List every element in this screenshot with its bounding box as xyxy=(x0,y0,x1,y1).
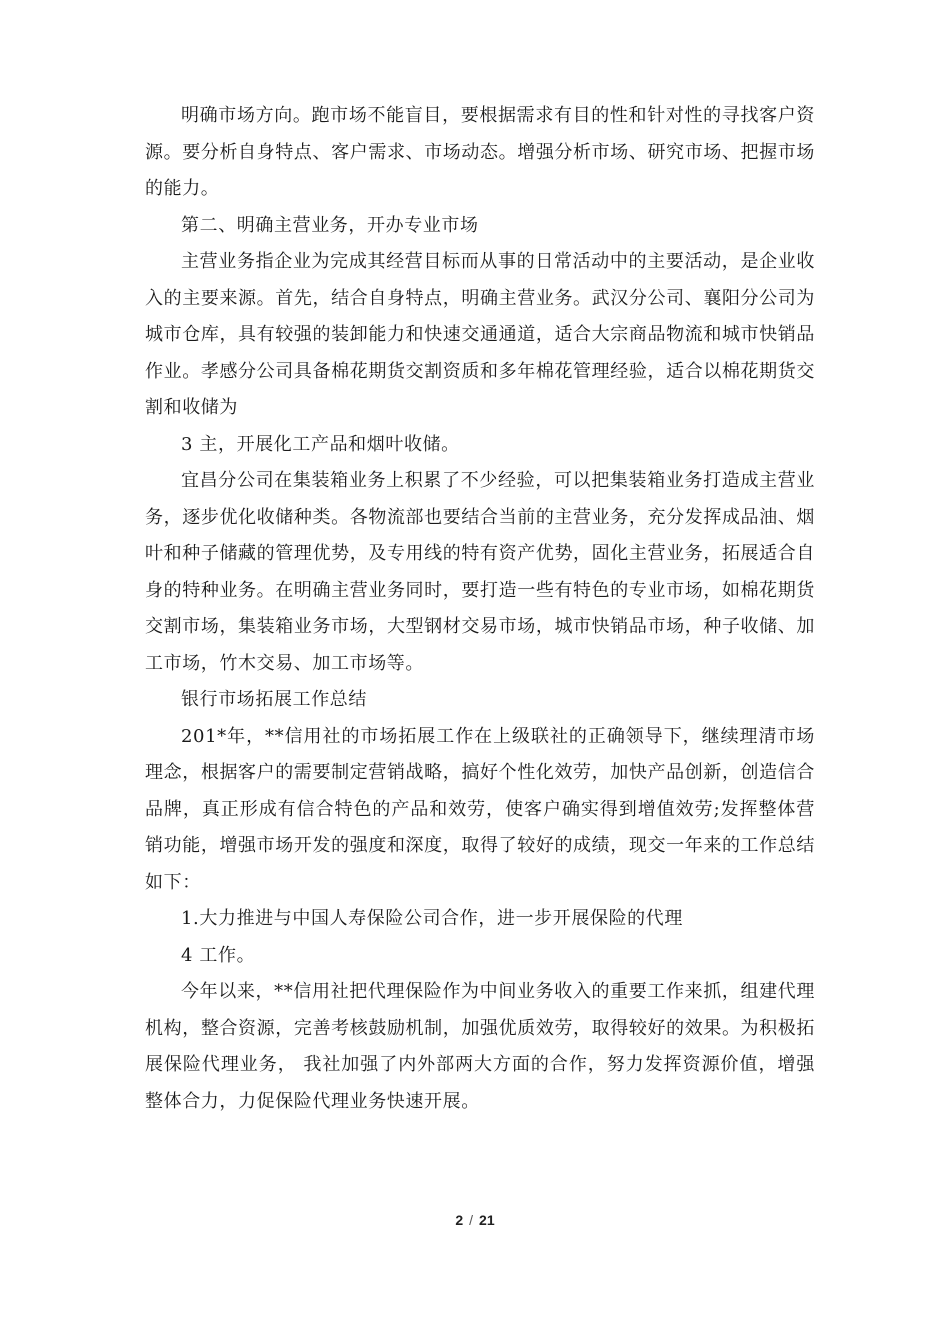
body-paragraph-1: 明确市场方向。跑市场不能盲目，要根据需求有目的性和针对性的寻找客户资源。要分析自身特点、客户需求、市场动态。增强分析市场、研究市场、把握市场的能力。 xyxy=(145,105,815,199)
body-paragraph-4: 宜昌分公司在集装箱业务上积累了不少经验，可以把集装箱业务打造成主营业务，逐步优化收储种类。各物流部也要结合当前的主营业务，充分发挥成品油、烟叶和种子储藏的管理优势，及专用线的特有资产优势，固化主营业务，拓展适合自身的特种业务。在明确主营业务同时，要打造一些有特色的专业市场，如棉花期货交割市场，集装箱业务市场，大型钢材交易市场，城市快销品市场，种子收储、加工市场，竹木交易、加工市场等。 xyxy=(145,470,815,674)
section-heading-bank-summary: 银行市场拓展工作总结 xyxy=(181,689,367,710)
section-heading-main-business: 第二、明确主营业务，开办专业市场 xyxy=(181,214,479,236)
list-item-1: 1.大力推进与中国人寿保险公司合作，进一步开展保险的代理 xyxy=(181,908,683,929)
current-page-number: 2 xyxy=(455,1212,464,1228)
body-paragraph-2: 主营业务指企业为完成其经营目标而从事的日常活动中的主要活动，是企业收入的主要来源。首先，结合自身特点，明确主营业务。武汉分公司、襄阳分公司为城市仓库，具有较强的装卸能力和快速交通通道，适合大宗商品物流和城市快销品作业。孝感分公司具备棉花期货交割资质和多年棉花管理经验，适合以棉花期货交割和收储为 xyxy=(145,251,815,418)
page-number xyxy=(0,1212,950,1228)
body-paragraph-3: 3 主，开展化工产品和烟叶收储。 xyxy=(181,433,460,455)
body-paragraph-6: 4 工作。 xyxy=(181,944,256,966)
page-separator: / xyxy=(469,1212,474,1228)
total-page-count: 21 xyxy=(479,1212,495,1228)
body-paragraph-7: 今年以来，**信用社把代理保险作为中间业务收入的重要工作来抓，组建代理机构，整合资源，完善考核鼓励机制，加强优质效劳，取得较好的效果。为积极拓展保险代理业务， 我社加强了内外部两大方面的合作，努力发挥资源价值，增强整体合力，力促保险代理业务快速开展。 xyxy=(145,981,815,1112)
body-paragraph-5: 201*年，**信用社的市场拓展工作在上级联社的正确领导下，继续理清市场理念，根据客户的需要制定营销战略，搞好个性化效劳，加快产品创新，创造信合品牌，真正形成有信合特色的产品和效劳，使客户确实得到增值效劳;发挥整体营销功能，增强市场开发的强度和深度，取得了较好的成绩，现交一年来的工作总结如下： xyxy=(145,725,815,893)
document-body xyxy=(145,98,815,1120)
